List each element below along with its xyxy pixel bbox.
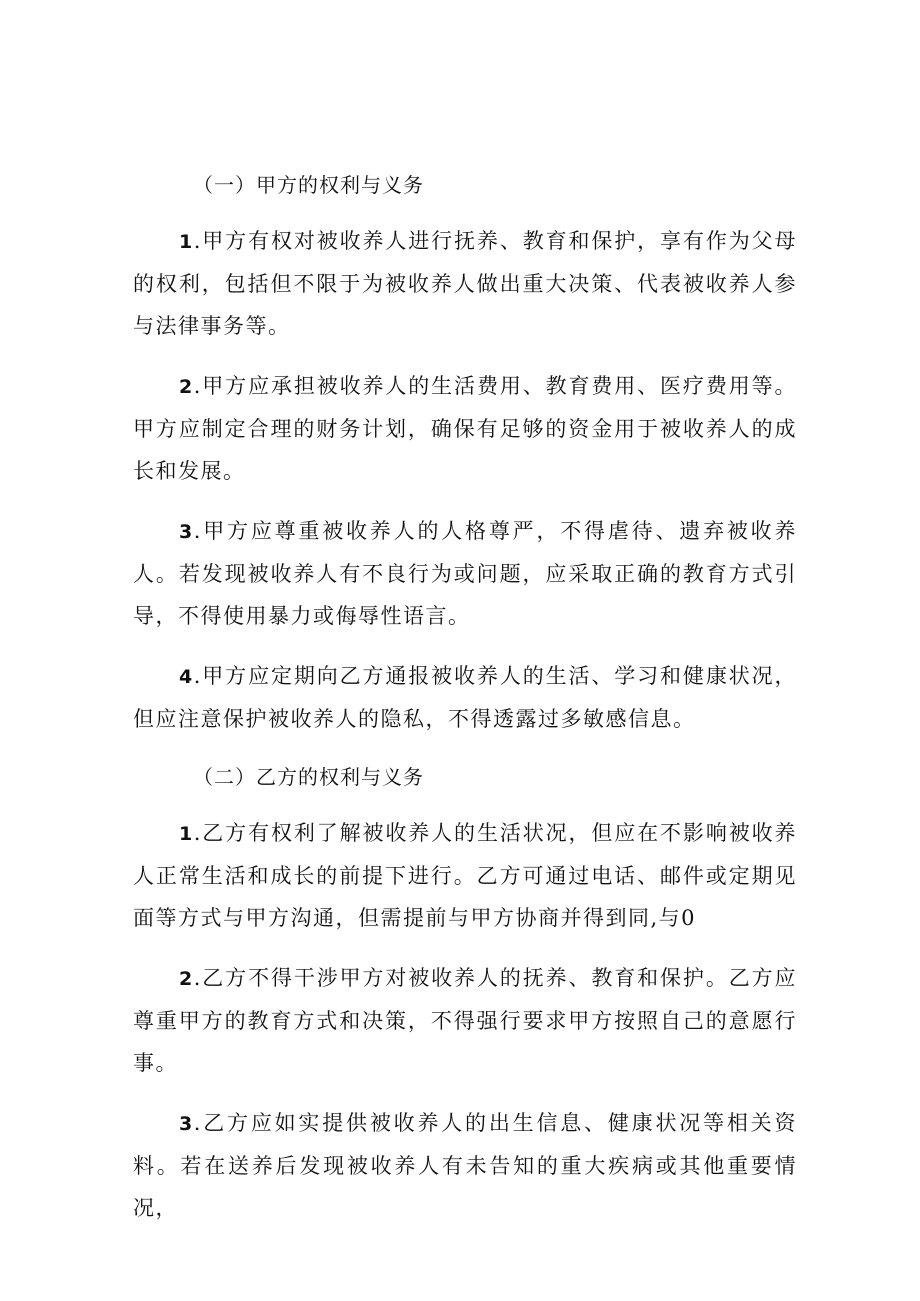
clause-a-3: [133, 510, 797, 637]
clause-a-1: [133, 220, 797, 347]
section-heading-party-a: （一）甲方的权利与义务: [193, 173, 424, 197]
clause-b-3: [133, 1102, 797, 1229]
clause-b-1: [133, 812, 797, 939]
clause-text: .甲方应承担被收养人的生活费用、教育费用、医疗费用等。甲方应制定合理的财务计划，确保有足够的资金用于被收养人的成长和发展。: [133, 374, 797, 483]
clause-number: 2: [179, 968, 194, 990]
section-heading-party-b: （二）乙方的权利与义务: [193, 765, 424, 789]
clause-number: 1: [179, 823, 194, 845]
clause-number: 2: [179, 376, 194, 398]
clause-text: .甲方有权对被收养人进行抚养、教育和保护，享有作为父母的权利，包括但不限于为被收养人做出重大决策、代表被收养人参与法律事务等。: [133, 229, 797, 338]
clause-a-4: [133, 655, 797, 740]
clause-text: .乙方有权利了解被收养人的生活状况，但应在不影响被收养人正常生活和成长的前提下进行。乙方可通过电话、邮件或定期见面等方式与甲方沟通，但需提前与甲方协商并得到同,与0: [133, 821, 797, 930]
clause-text: .乙方不得干涉甲方对被收养人的抚养、教育和保护。乙方应尊重甲方的教育方式和决策，不得强行要求甲方按照自己的意愿行事。: [133, 966, 797, 1075]
clause-number: 1: [179, 231, 194, 253]
clause-number: 3: [179, 521, 194, 543]
clause-number: 4: [179, 666, 194, 688]
clause-number: 3: [179, 1113, 194, 1135]
document-body: [133, 166, 797, 1247]
clause-text: .甲方应尊重被收养人的人格尊严，不得虐待、遗弃被收养人。若发现被收养人有不良行为或问题，应采取正确的教育方式引导，不得使用暴力或侮辱性语言。: [133, 519, 797, 628]
clause-text: .甲方应定期向乙方通报被收养人的生活、学习和健康状况，但应注意保护被收养人的隐私，不得透露过多敏感信息。: [133, 664, 797, 731]
clause-text: .乙方应如实提供被收养人的出生信息、健康状况等相关资料。若在送养后发现被收养人有未告知的重大疾病或其他重要情况，: [133, 1111, 797, 1220]
clause-b-2: [133, 957, 797, 1084]
clause-a-2: [133, 365, 797, 492]
